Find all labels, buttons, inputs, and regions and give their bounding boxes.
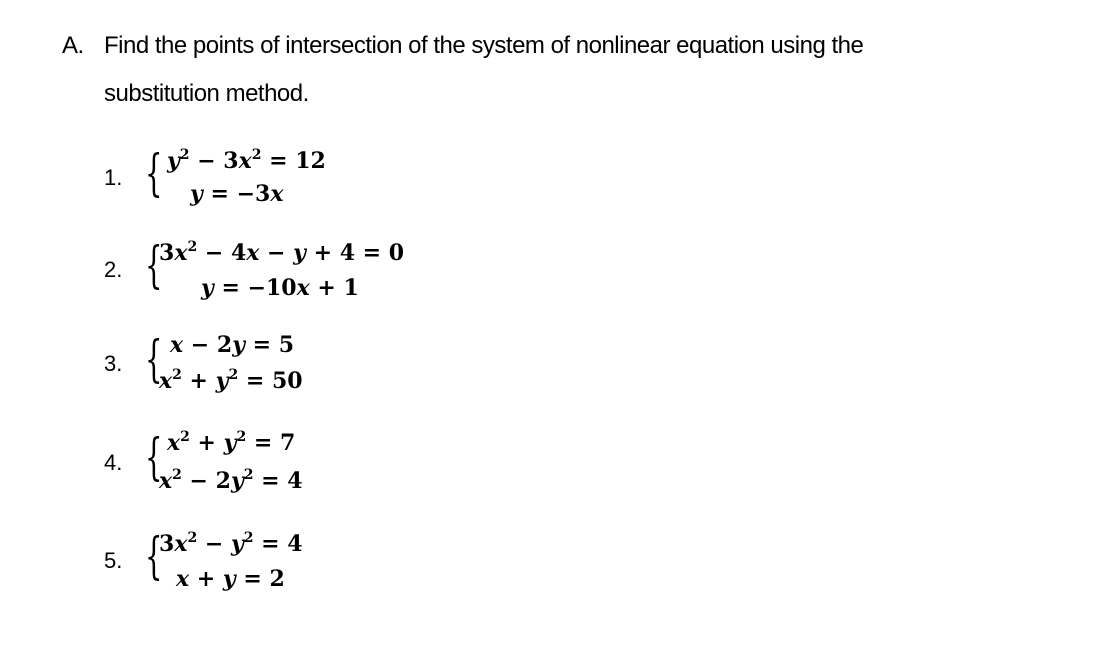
equals-sign: = <box>253 468 288 494</box>
equals-sign: = <box>253 531 288 557</box>
equals-sign: = <box>261 148 296 174</box>
equation-lhs: x + y <box>176 566 236 592</box>
equals-sign: = <box>202 181 237 207</box>
equation-lhs: $x^2 + y^2$ <box>167 429 247 456</box>
equals-sign: = <box>238 368 272 394</box>
equation-lhs: $x^2 - 2y^2$ <box>159 467 254 494</box>
equation-rhs: 7 <box>279 430 296 456</box>
equation-rhs: 0 <box>388 240 405 266</box>
equation-rhs: 5 <box>278 332 295 358</box>
system-brace: { <box>145 330 163 388</box>
equals-sign: = <box>235 566 270 592</box>
equation-lhs: $y^2 - 3x^2$ <box>167 147 262 174</box>
equation <box>159 468 303 494</box>
equation-lhs: y <box>190 181 203 207</box>
equation <box>159 531 303 557</box>
equation <box>167 148 326 174</box>
system-brace: { <box>145 144 163 202</box>
equation <box>167 430 295 456</box>
equation-lhs: x − 2y <box>170 332 245 358</box>
equation-lhs: $3x^2 - y^2$ <box>159 530 254 557</box>
equation <box>201 275 359 301</box>
section-letter: A. <box>62 32 84 59</box>
equals-sign: = <box>244 332 279 358</box>
equation-rhs: 2 <box>269 566 285 592</box>
equation-lhs: y <box>201 275 214 301</box>
equation <box>159 240 404 266</box>
equation-rhs: 50 <box>271 368 303 394</box>
equation <box>190 181 283 207</box>
equation-rhs: 4 <box>287 468 303 494</box>
equals-sign: = <box>355 240 389 266</box>
equation-lhs: $x^2 + y^2$ <box>159 367 239 394</box>
system-brace: { <box>145 428 163 486</box>
equation <box>176 566 285 592</box>
equation-rhs: 12 <box>295 148 326 174</box>
instruction-line-1: Find the points of intersection of the system of nonlinear equation using the <box>104 32 864 59</box>
equation-rhs: 4 <box>287 531 303 557</box>
problem-number: 4. <box>104 450 123 475</box>
system-brace: { <box>145 236 163 294</box>
equals-sign: = <box>213 275 248 301</box>
problem-number: 1. <box>104 165 123 190</box>
instruction-line-2: substitution method. <box>104 80 309 107</box>
equation <box>170 332 294 358</box>
equation-rhs: −3x <box>236 181 284 207</box>
equals-sign: = <box>246 430 280 456</box>
problem-number: 3. <box>104 351 123 376</box>
problem-number: 2. <box>104 257 123 282</box>
equation-lhs: $3x^2 - 4x - y + 4$ <box>159 239 355 266</box>
equation <box>159 368 303 394</box>
system-brace: { <box>145 527 163 585</box>
problem-number: 5. <box>104 548 123 573</box>
equation-rhs: −10x + 1 <box>247 275 359 301</box>
